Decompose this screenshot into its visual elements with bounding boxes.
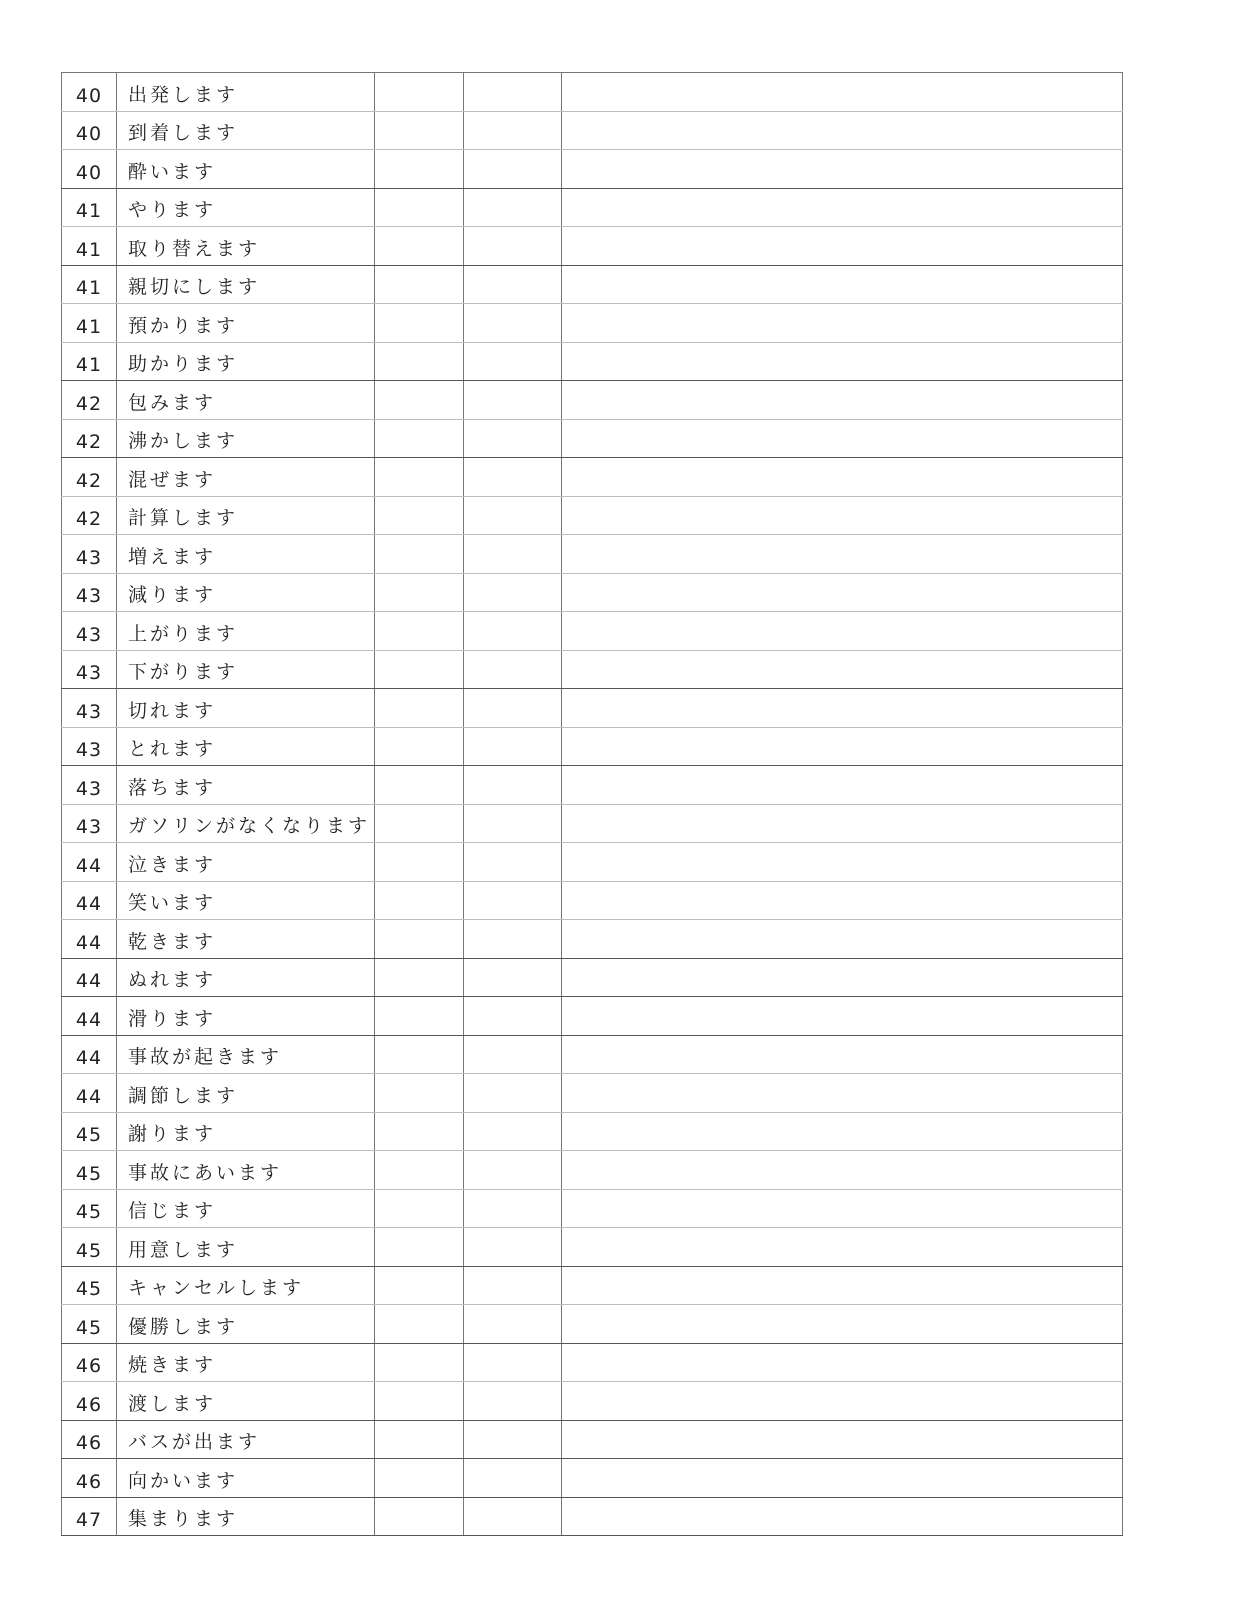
blank-cell-a xyxy=(375,342,464,381)
table-row xyxy=(62,881,1123,920)
blank-cell-b xyxy=(464,1266,562,1305)
blank-cell-a xyxy=(375,73,464,112)
table-row xyxy=(62,535,1123,574)
lesson-number-cell: 44 xyxy=(62,958,117,997)
lesson-number-cell: 45 xyxy=(62,1151,117,1190)
lesson-number-cell: 41 xyxy=(62,342,117,381)
blank-cell-c xyxy=(562,304,1123,343)
blank-cell-b xyxy=(464,458,562,497)
vocabulary-word-cell: ぬれます xyxy=(117,958,375,997)
blank-cell-b xyxy=(464,1189,562,1228)
blank-cell-a xyxy=(375,265,464,304)
table-row xyxy=(62,111,1123,150)
lesson-number-cell: 44 xyxy=(62,920,117,959)
lesson-number-cell: 44 xyxy=(62,843,117,882)
blank-cell-c xyxy=(562,381,1123,420)
blank-cell-a xyxy=(375,1305,464,1344)
vocabulary-word-cell: 笑います xyxy=(117,881,375,920)
blank-cell-a xyxy=(375,1497,464,1536)
vocabulary-word-cell: 事故にあいます xyxy=(117,1151,375,1190)
table-row xyxy=(62,689,1123,728)
lesson-number-cell: 40 xyxy=(62,111,117,150)
vocabulary-word-cell: キャンセルします xyxy=(117,1266,375,1305)
vocabulary-word-cell: 減ります xyxy=(117,573,375,612)
blank-cell-c xyxy=(562,1343,1123,1382)
table-row xyxy=(62,920,1123,959)
blank-cell-b xyxy=(464,188,562,227)
blank-cell-a xyxy=(375,1382,464,1421)
lesson-number-cell: 45 xyxy=(62,1189,117,1228)
vocabulary-word-cell: 向かいます xyxy=(117,1459,375,1498)
blank-cell-c xyxy=(562,111,1123,150)
vocabulary-word-cell: 計算します xyxy=(117,496,375,535)
blank-cell-c xyxy=(562,997,1123,1036)
lesson-number-cell: 45 xyxy=(62,1228,117,1267)
vocabulary-word-cell: 下がります xyxy=(117,650,375,689)
lesson-number-cell: 42 xyxy=(62,496,117,535)
lesson-number-cell: 46 xyxy=(62,1343,117,1382)
blank-cell-a xyxy=(375,804,464,843)
blank-cell-b xyxy=(464,997,562,1036)
lesson-number-cell: 44 xyxy=(62,881,117,920)
blank-cell-c xyxy=(562,1420,1123,1459)
blank-cell-a xyxy=(375,958,464,997)
blank-cell-b xyxy=(464,1459,562,1498)
blank-cell-b xyxy=(464,1305,562,1344)
vocabulary-word-cell: 泣きます xyxy=(117,843,375,882)
table-row xyxy=(62,573,1123,612)
table-row xyxy=(62,265,1123,304)
lesson-number-cell: 42 xyxy=(62,381,117,420)
blank-cell-c xyxy=(562,1112,1123,1151)
blank-cell-b xyxy=(464,342,562,381)
blank-cell-b xyxy=(464,496,562,535)
lesson-number-cell: 44 xyxy=(62,1035,117,1074)
blank-cell-a xyxy=(375,920,464,959)
blank-cell-a xyxy=(375,881,464,920)
table-row xyxy=(62,188,1123,227)
lesson-number-cell: 44 xyxy=(62,997,117,1036)
vocabulary-word-cell: とれます xyxy=(117,727,375,766)
table-row xyxy=(62,1266,1123,1305)
blank-cell-b xyxy=(464,1420,562,1459)
lesson-number-cell: 43 xyxy=(62,535,117,574)
blank-cell-a xyxy=(375,573,464,612)
table-row xyxy=(62,1420,1123,1459)
table-row xyxy=(62,381,1123,420)
blank-cell-b xyxy=(464,1035,562,1074)
blank-cell-a xyxy=(375,1151,464,1190)
blank-cell-c xyxy=(562,227,1123,266)
vocabulary-word-cell: 信じます xyxy=(117,1189,375,1228)
blank-cell-a xyxy=(375,997,464,1036)
table-row xyxy=(62,650,1123,689)
blank-cell-b xyxy=(464,1074,562,1113)
blank-cell-c xyxy=(562,1305,1123,1344)
blank-cell-c xyxy=(562,1266,1123,1305)
blank-cell-a xyxy=(375,419,464,458)
blank-cell-c xyxy=(562,188,1123,227)
blank-cell-b xyxy=(464,727,562,766)
blank-cell-b xyxy=(464,766,562,805)
blank-cell-c xyxy=(562,150,1123,189)
vocabulary-word-cell: 乾きます xyxy=(117,920,375,959)
vocabulary-word-cell: 混ぜます xyxy=(117,458,375,497)
blank-cell-a xyxy=(375,111,464,150)
vocabulary-word-cell: 増えます xyxy=(117,535,375,574)
lesson-number-cell: 40 xyxy=(62,73,117,112)
blank-cell-a xyxy=(375,727,464,766)
blank-cell-c xyxy=(562,265,1123,304)
blank-cell-a xyxy=(375,227,464,266)
blank-cell-a xyxy=(375,843,464,882)
table-row xyxy=(62,150,1123,189)
lesson-number-cell: 46 xyxy=(62,1420,117,1459)
vocabulary-word-cell: 到着します xyxy=(117,111,375,150)
blank-cell-a xyxy=(375,150,464,189)
blank-cell-a xyxy=(375,689,464,728)
blank-cell-c xyxy=(562,766,1123,805)
blank-cell-a xyxy=(375,612,464,651)
blank-cell-a xyxy=(375,1459,464,1498)
vocabulary-word-cell: 優勝します xyxy=(117,1305,375,1344)
blank-cell-b xyxy=(464,1228,562,1267)
lesson-number-cell: 43 xyxy=(62,804,117,843)
lesson-number-cell: 43 xyxy=(62,650,117,689)
table-row xyxy=(62,1035,1123,1074)
lesson-number-cell: 42 xyxy=(62,458,117,497)
blank-cell-c xyxy=(562,1382,1123,1421)
vocabulary-word-cell: 沸かします xyxy=(117,419,375,458)
vocabulary-word-cell: 渡します xyxy=(117,1382,375,1421)
blank-cell-a xyxy=(375,1420,464,1459)
blank-cell-c xyxy=(562,1189,1123,1228)
vocabulary-word-cell: 助かります xyxy=(117,342,375,381)
blank-cell-a xyxy=(375,1035,464,1074)
lesson-number-cell: 46 xyxy=(62,1382,117,1421)
vocabulary-word-cell: 酔います xyxy=(117,150,375,189)
table-row xyxy=(62,419,1123,458)
vocabulary-word-cell: ガソリンがなくなります xyxy=(117,804,375,843)
blank-cell-a xyxy=(375,496,464,535)
blank-cell-c xyxy=(562,342,1123,381)
table-row xyxy=(62,1228,1123,1267)
table-row xyxy=(62,1459,1123,1498)
blank-cell-b xyxy=(464,804,562,843)
table-row xyxy=(62,1382,1123,1421)
vocabulary-word-cell: 集まります xyxy=(117,1497,375,1536)
blank-cell-c xyxy=(562,920,1123,959)
blank-cell-c xyxy=(562,689,1123,728)
lesson-number-cell: 43 xyxy=(62,612,117,651)
blank-cell-c xyxy=(562,73,1123,112)
lesson-number-cell: 43 xyxy=(62,727,117,766)
table-row xyxy=(62,342,1123,381)
blank-cell-c xyxy=(562,1497,1123,1536)
lesson-number-cell: 43 xyxy=(62,689,117,728)
vocabulary-word-cell: 用意します xyxy=(117,1228,375,1267)
blank-cell-a xyxy=(375,381,464,420)
lesson-number-cell: 46 xyxy=(62,1459,117,1498)
blank-cell-b xyxy=(464,73,562,112)
table-row xyxy=(62,73,1123,112)
blank-cell-c xyxy=(562,650,1123,689)
blank-cell-b xyxy=(464,689,562,728)
vocabulary-word-cell: 焼きます xyxy=(117,1343,375,1382)
blank-cell-b xyxy=(464,1343,562,1382)
lesson-number-cell: 44 xyxy=(62,1074,117,1113)
blank-cell-c xyxy=(562,1228,1123,1267)
vocabulary-word-cell: 包みます xyxy=(117,381,375,420)
lesson-number-cell: 41 xyxy=(62,265,117,304)
blank-cell-b xyxy=(464,650,562,689)
table-row xyxy=(62,612,1123,651)
table-row xyxy=(62,727,1123,766)
blank-cell-c xyxy=(562,573,1123,612)
blank-cell-c xyxy=(562,958,1123,997)
table-row xyxy=(62,1497,1123,1536)
blank-cell-a xyxy=(375,535,464,574)
table-row xyxy=(62,997,1123,1036)
blank-cell-c xyxy=(562,496,1123,535)
blank-cell-b xyxy=(464,150,562,189)
blank-cell-c xyxy=(562,727,1123,766)
table-row xyxy=(62,1189,1123,1228)
blank-cell-c xyxy=(562,1035,1123,1074)
table-row xyxy=(62,1151,1123,1190)
table-row xyxy=(62,958,1123,997)
blank-cell-a xyxy=(375,1112,464,1151)
blank-cell-a xyxy=(375,1228,464,1267)
table-row xyxy=(62,1112,1123,1151)
vocabulary-word-cell: やります xyxy=(117,188,375,227)
blank-cell-b xyxy=(464,1151,562,1190)
lesson-number-cell: 41 xyxy=(62,188,117,227)
vocabulary-word-cell: 落ちます xyxy=(117,766,375,805)
lesson-number-cell: 40 xyxy=(62,150,117,189)
blank-cell-a xyxy=(375,1074,464,1113)
lesson-number-cell: 47 xyxy=(62,1497,117,1536)
blank-cell-b xyxy=(464,227,562,266)
blank-cell-b xyxy=(464,304,562,343)
blank-cell-a xyxy=(375,188,464,227)
vocabulary-word-cell: 切れます xyxy=(117,689,375,728)
blank-cell-b xyxy=(464,535,562,574)
lesson-number-cell: 45 xyxy=(62,1305,117,1344)
blank-cell-c xyxy=(562,1074,1123,1113)
vocabulary-word-cell: 謝ります xyxy=(117,1112,375,1151)
blank-cell-c xyxy=(562,612,1123,651)
blank-cell-a xyxy=(375,1266,464,1305)
table-row xyxy=(62,304,1123,343)
blank-cell-b xyxy=(464,612,562,651)
vocabulary-word-cell: 取り替えます xyxy=(117,227,375,266)
lesson-number-cell: 42 xyxy=(62,419,117,458)
vocabulary-table-body xyxy=(62,73,1123,1536)
blank-cell-b xyxy=(464,573,562,612)
blank-cell-a xyxy=(375,304,464,343)
blank-cell-c xyxy=(562,804,1123,843)
vocabulary-table xyxy=(61,72,1123,1536)
vocabulary-word-cell: 事故が起きます xyxy=(117,1035,375,1074)
lesson-number-cell: 43 xyxy=(62,766,117,805)
blank-cell-b xyxy=(464,920,562,959)
table-row xyxy=(62,496,1123,535)
blank-cell-c xyxy=(562,1151,1123,1190)
table-row xyxy=(62,1074,1123,1113)
blank-cell-c xyxy=(562,535,1123,574)
table-row xyxy=(62,804,1123,843)
table-row xyxy=(62,458,1123,497)
vocabulary-word-cell: 上がります xyxy=(117,612,375,651)
blank-cell-c xyxy=(562,419,1123,458)
blank-cell-b xyxy=(464,1112,562,1151)
blank-cell-b xyxy=(464,1497,562,1536)
vocabulary-word-cell: 滑ります xyxy=(117,997,375,1036)
table-row xyxy=(62,1343,1123,1382)
blank-cell-b xyxy=(464,881,562,920)
vocabulary-word-cell: 調節します xyxy=(117,1074,375,1113)
blank-cell-b xyxy=(464,958,562,997)
lesson-number-cell: 45 xyxy=(62,1266,117,1305)
blank-cell-c xyxy=(562,458,1123,497)
blank-cell-c xyxy=(562,843,1123,882)
blank-cell-b xyxy=(464,111,562,150)
lesson-number-cell: 41 xyxy=(62,304,117,343)
blank-cell-b xyxy=(464,381,562,420)
blank-cell-a xyxy=(375,650,464,689)
lesson-number-cell: 45 xyxy=(62,1112,117,1151)
blank-cell-b xyxy=(464,1382,562,1421)
table-row xyxy=(62,1305,1123,1344)
table-row xyxy=(62,227,1123,266)
blank-cell-b xyxy=(464,419,562,458)
blank-cell-a xyxy=(375,766,464,805)
lesson-number-cell: 43 xyxy=(62,573,117,612)
blank-cell-b xyxy=(464,843,562,882)
blank-cell-a xyxy=(375,458,464,497)
vocabulary-word-cell: 出発します xyxy=(117,73,375,112)
vocabulary-word-cell: バスが出ます xyxy=(117,1420,375,1459)
blank-cell-c xyxy=(562,1459,1123,1498)
vocabulary-word-cell: 親切にします xyxy=(117,265,375,304)
blank-cell-c xyxy=(562,881,1123,920)
table-row xyxy=(62,766,1123,805)
blank-cell-a xyxy=(375,1189,464,1228)
lesson-number-cell: 41 xyxy=(62,227,117,266)
blank-cell-b xyxy=(464,265,562,304)
vocabulary-word-cell: 預かります xyxy=(117,304,375,343)
table-row xyxy=(62,843,1123,882)
blank-cell-a xyxy=(375,1343,464,1382)
